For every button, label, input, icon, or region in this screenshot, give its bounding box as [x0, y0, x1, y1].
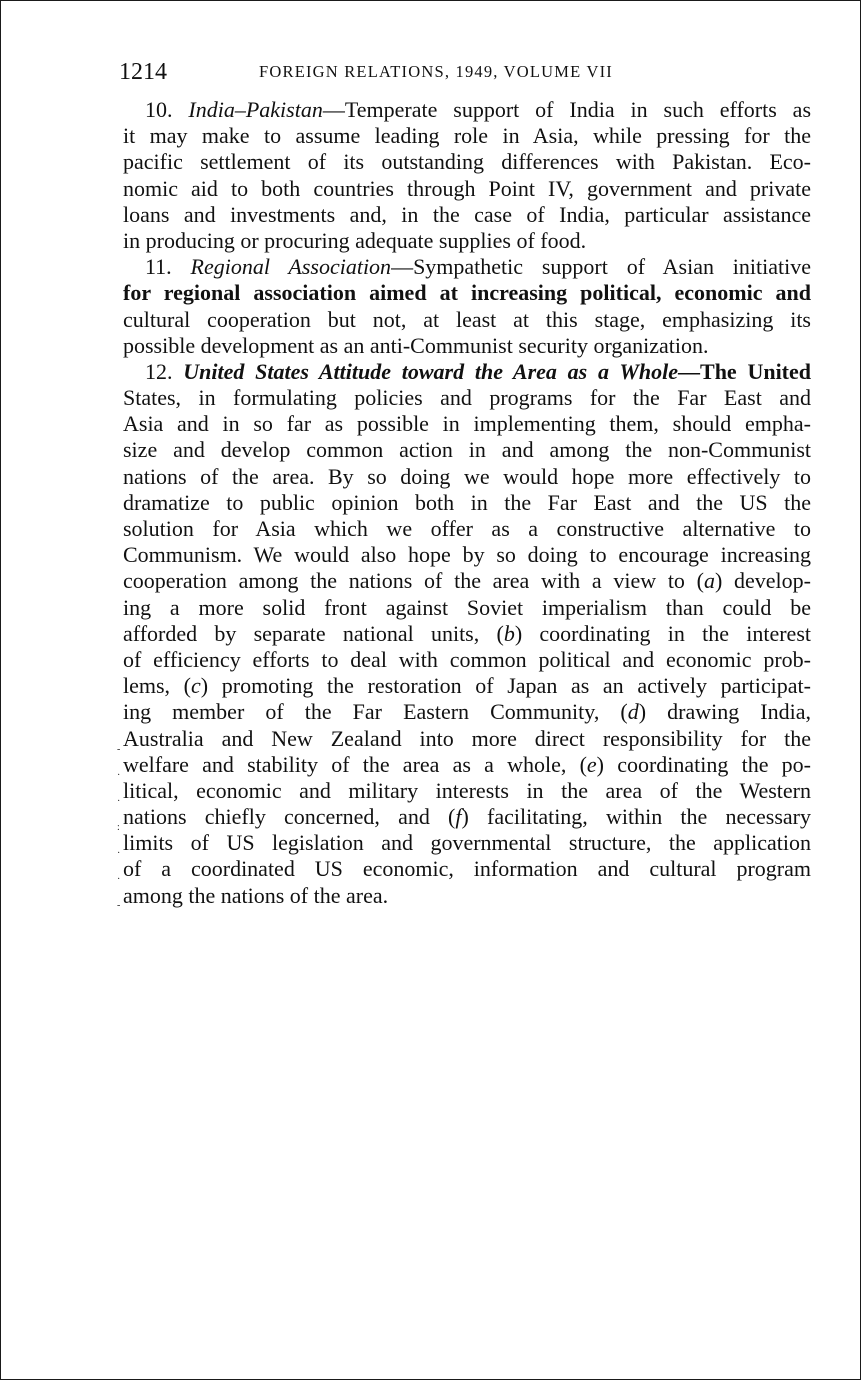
paragraph-12-line: Australia and New Zealand into more direct responsibility for the: [123, 725, 811, 751]
paragraph-11-heading: Regional Association: [190, 254, 392, 280]
paragraph-12-number: 12.: [145, 358, 173, 384]
paragraph-10-number: 10.: [145, 97, 173, 122]
paragraph-10-line: it may make to assume leading role in Asia, while pressing for the: [123, 123, 811, 149]
scan-speck: ·: [117, 796, 121, 807]
scan-speck: ·: [117, 874, 121, 885]
paragraph-12-line: size and develop common action in and among the non-Communist: [123, 437, 811, 463]
paragraph-12-line: nations chiefly concerned, and (f) facilitating, within the necessary: [123, 804, 811, 830]
paragraph-12-line: lems, (c) promoting the restoration of Japan as an actively participat-: [123, 673, 811, 699]
paragraph-10-line: nomic aid to both countries through Point IV, government and private: [123, 175, 811, 201]
paragraph-12-line: Asia and in so far as possible in implementing them, should empha-: [123, 411, 811, 437]
page-number: 1214: [119, 59, 167, 85]
paragraph-12-line: welfare and stability of the area as a whole, (e) coordinating the po-: [123, 751, 811, 777]
paragraph-12-line: nations of the area. By so doing we would hope more effectively to: [123, 463, 811, 489]
paragraph-12-line: limits of US legislation and governmental structure, the application: [123, 830, 811, 856]
scan-speck: ·: [117, 848, 121, 859]
paragraph-10-heading: India–Pakistan: [188, 97, 323, 122]
paragraph-12-line: afforded by separate national units, (b) coordinating in the interest: [123, 620, 811, 646]
paragraph-12-line: litical, economic and military interests in the area of the Western: [123, 777, 811, 803]
paragraph-12-line: among the nations of the area.: [123, 882, 389, 908]
paragraph-10-line: in producing or procuring adequate supplies of food.: [123, 227, 587, 253]
scan-speck: :: [117, 822, 120, 833]
paragraph-12-line: solution for Asia which we offer as a constructive alternative to: [123, 516, 811, 541]
paragraph-12-heading: United States Attitude toward the Area as a Whole: [183, 358, 679, 384]
paragraph-11-line: 11. Regional Association—Sympathetic support of Asian initiative: [145, 254, 812, 280]
body-text: [123, 97, 811, 909]
paragraph-11-line: possible development as an anti-Communist security organization.: [123, 332, 709, 358]
paragraph-12-line: States, in formulating policies and programs for the Far East and: [123, 385, 811, 411]
paragraph-10-line: loans and investments and, in the case of India, particular assistance: [123, 201, 811, 227]
scan-speck: -: [117, 900, 121, 911]
paragraph-12-line: ing a more solid front against Soviet imperialism than could be: [123, 594, 811, 620]
paragraph-11-line: for regional association aimed at increasing political, economic and: [123, 280, 811, 306]
paragraph-12-line: of a coordinated US economic, information and cultural program: [123, 856, 811, 882]
paragraph-10-line: 10. India–Pakistan—Temperate support of India in such efforts as: [145, 97, 811, 122]
paragraph-12-line: dramatize to public opinion both in the Far East and the US the: [123, 489, 811, 515]
page-header: [119, 57, 815, 87]
running-head: FOREIGN RELATIONS, 1949, VOLUME VII: [259, 62, 613, 81]
paragraph-10-line: pacific settlement of its outstanding differences with Pakistan. Eco-: [123, 149, 811, 175]
paragraph-12-line: of efficiency efforts to deal with common political and economic prob-: [123, 646, 811, 672]
paragraph-12-line: ing member of the Far Eastern Community, (d) drawing India,: [123, 699, 812, 725]
paragraph-12-line: Communism. We would also hope by so doing to encourage increasing: [123, 542, 811, 568]
scan-speck: ·: [117, 770, 121, 781]
paragraph-12-line: 12. United States Attitude toward the Area as a Whole—The United: [145, 358, 812, 384]
paragraph-11-number: 11.: [145, 254, 172, 280]
scan-speck: -: [117, 744, 121, 755]
paragraph-11-line: cultural cooperation but not, at least at this stage, emphasizing its: [123, 306, 811, 332]
paragraph-12-line: cooperation among the nations of the area with a view to (a) develop-: [123, 568, 811, 594]
